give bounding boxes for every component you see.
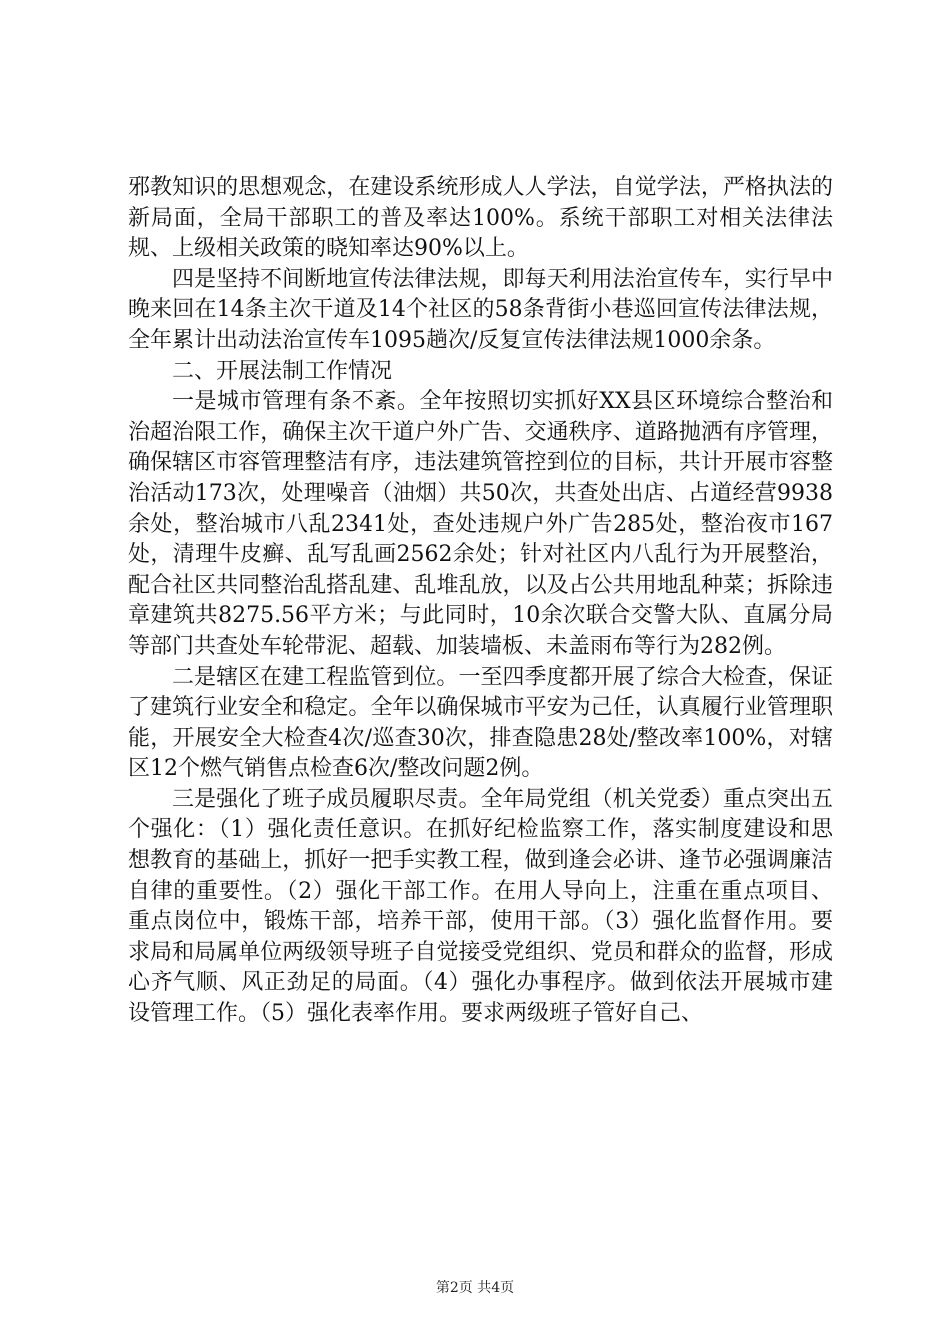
paragraph-leadership-duties: 三是强化了班子成员履职尽责。全年局党组（机关党委）重点突出五个强化：（1）强化责任意识。在抓好纪检监察工作，落实制度建设和思想教育的基础上，抓好一把手实教工程，做到逢会必讲、逢节必强调廉洁自律的重要性。（2）强化干部工作。在用人导向上，注重在重点项目、重点岗位中，锻炼干部，培养干部，使用干部。（3）强化监督作用。要求局和局属单位两级领导班子自觉接受党组织、党员和群众的监督，形成心齐气顺、风正劲足的局面。（4）强化办事程序。做到依法开展城市建设管理工作。（5）强化表率作用。要求两级班子管好自己、: [128, 786, 833, 1027]
paragraph-continuation: 邪教知识的思想观念，在建设系统形成人人学法，自觉学法，严格执法的新局面，全局干部职工的普及率达100%。系统干部职工对相关法律法规、上级相关政策的晓知率达90%以上。: [128, 175, 833, 262]
paragraph-publicity: 四是坚持不间断地宣传法律法规，即每天利用法治宣传车，实行早中晚来回在14条主次干道及14个社区的58条背街小巷巡回宣传法律法规，全年累计出动法治宣传车1095趟次/反复宣传法律法规1000余条。: [128, 266, 833, 353]
paragraph-city-management: 一是城市管理有条不紊。全年按照切实抓好XX县区环境综合整治和治超治限工作，确保主次干道户外广告、交通秩序、道路抛洒有序管理，确保辖区市容管理整洁有序，违法建筑管控到位的目标，共计开展市容整治活动173次，处理噪音（油烟）共50次，共查处出店、占道经营9938余处，整治城市八乱2341处，查处违规户外广告285处，整治夜市167处，清理牛皮癣、乱写乱画2562余处；针对社区内八乱行为开展整治，配合社区共同整治乱搭乱建、乱堆乱放，以及占公共用地乱种菜；拆除违章建筑共8275.56平方米；与此同时，10余次联合交警大队、直属分局等部门共查处车轮带泥、超载、加装墙板、未盖雨布等行为282例。: [128, 389, 833, 659]
paragraph-construction-supervision: 二是辖区在建工程监管到位。一至四季度都开展了综合大检查，保证了建筑行业安全和稳定。全年以确保城市平安为己任，认真履行业管理职能，开展安全大检查4次/巡查30次，排查隐患28处/整改率100%，对辖区12个燃气销售点检查6次/整改问题2例。: [128, 664, 833, 782]
page-footer: 第2页 共4页: [435, 1280, 515, 1296]
document-body: [128, 173, 833, 1030]
section-heading: 二、开展法制工作情况: [172, 358, 393, 384]
